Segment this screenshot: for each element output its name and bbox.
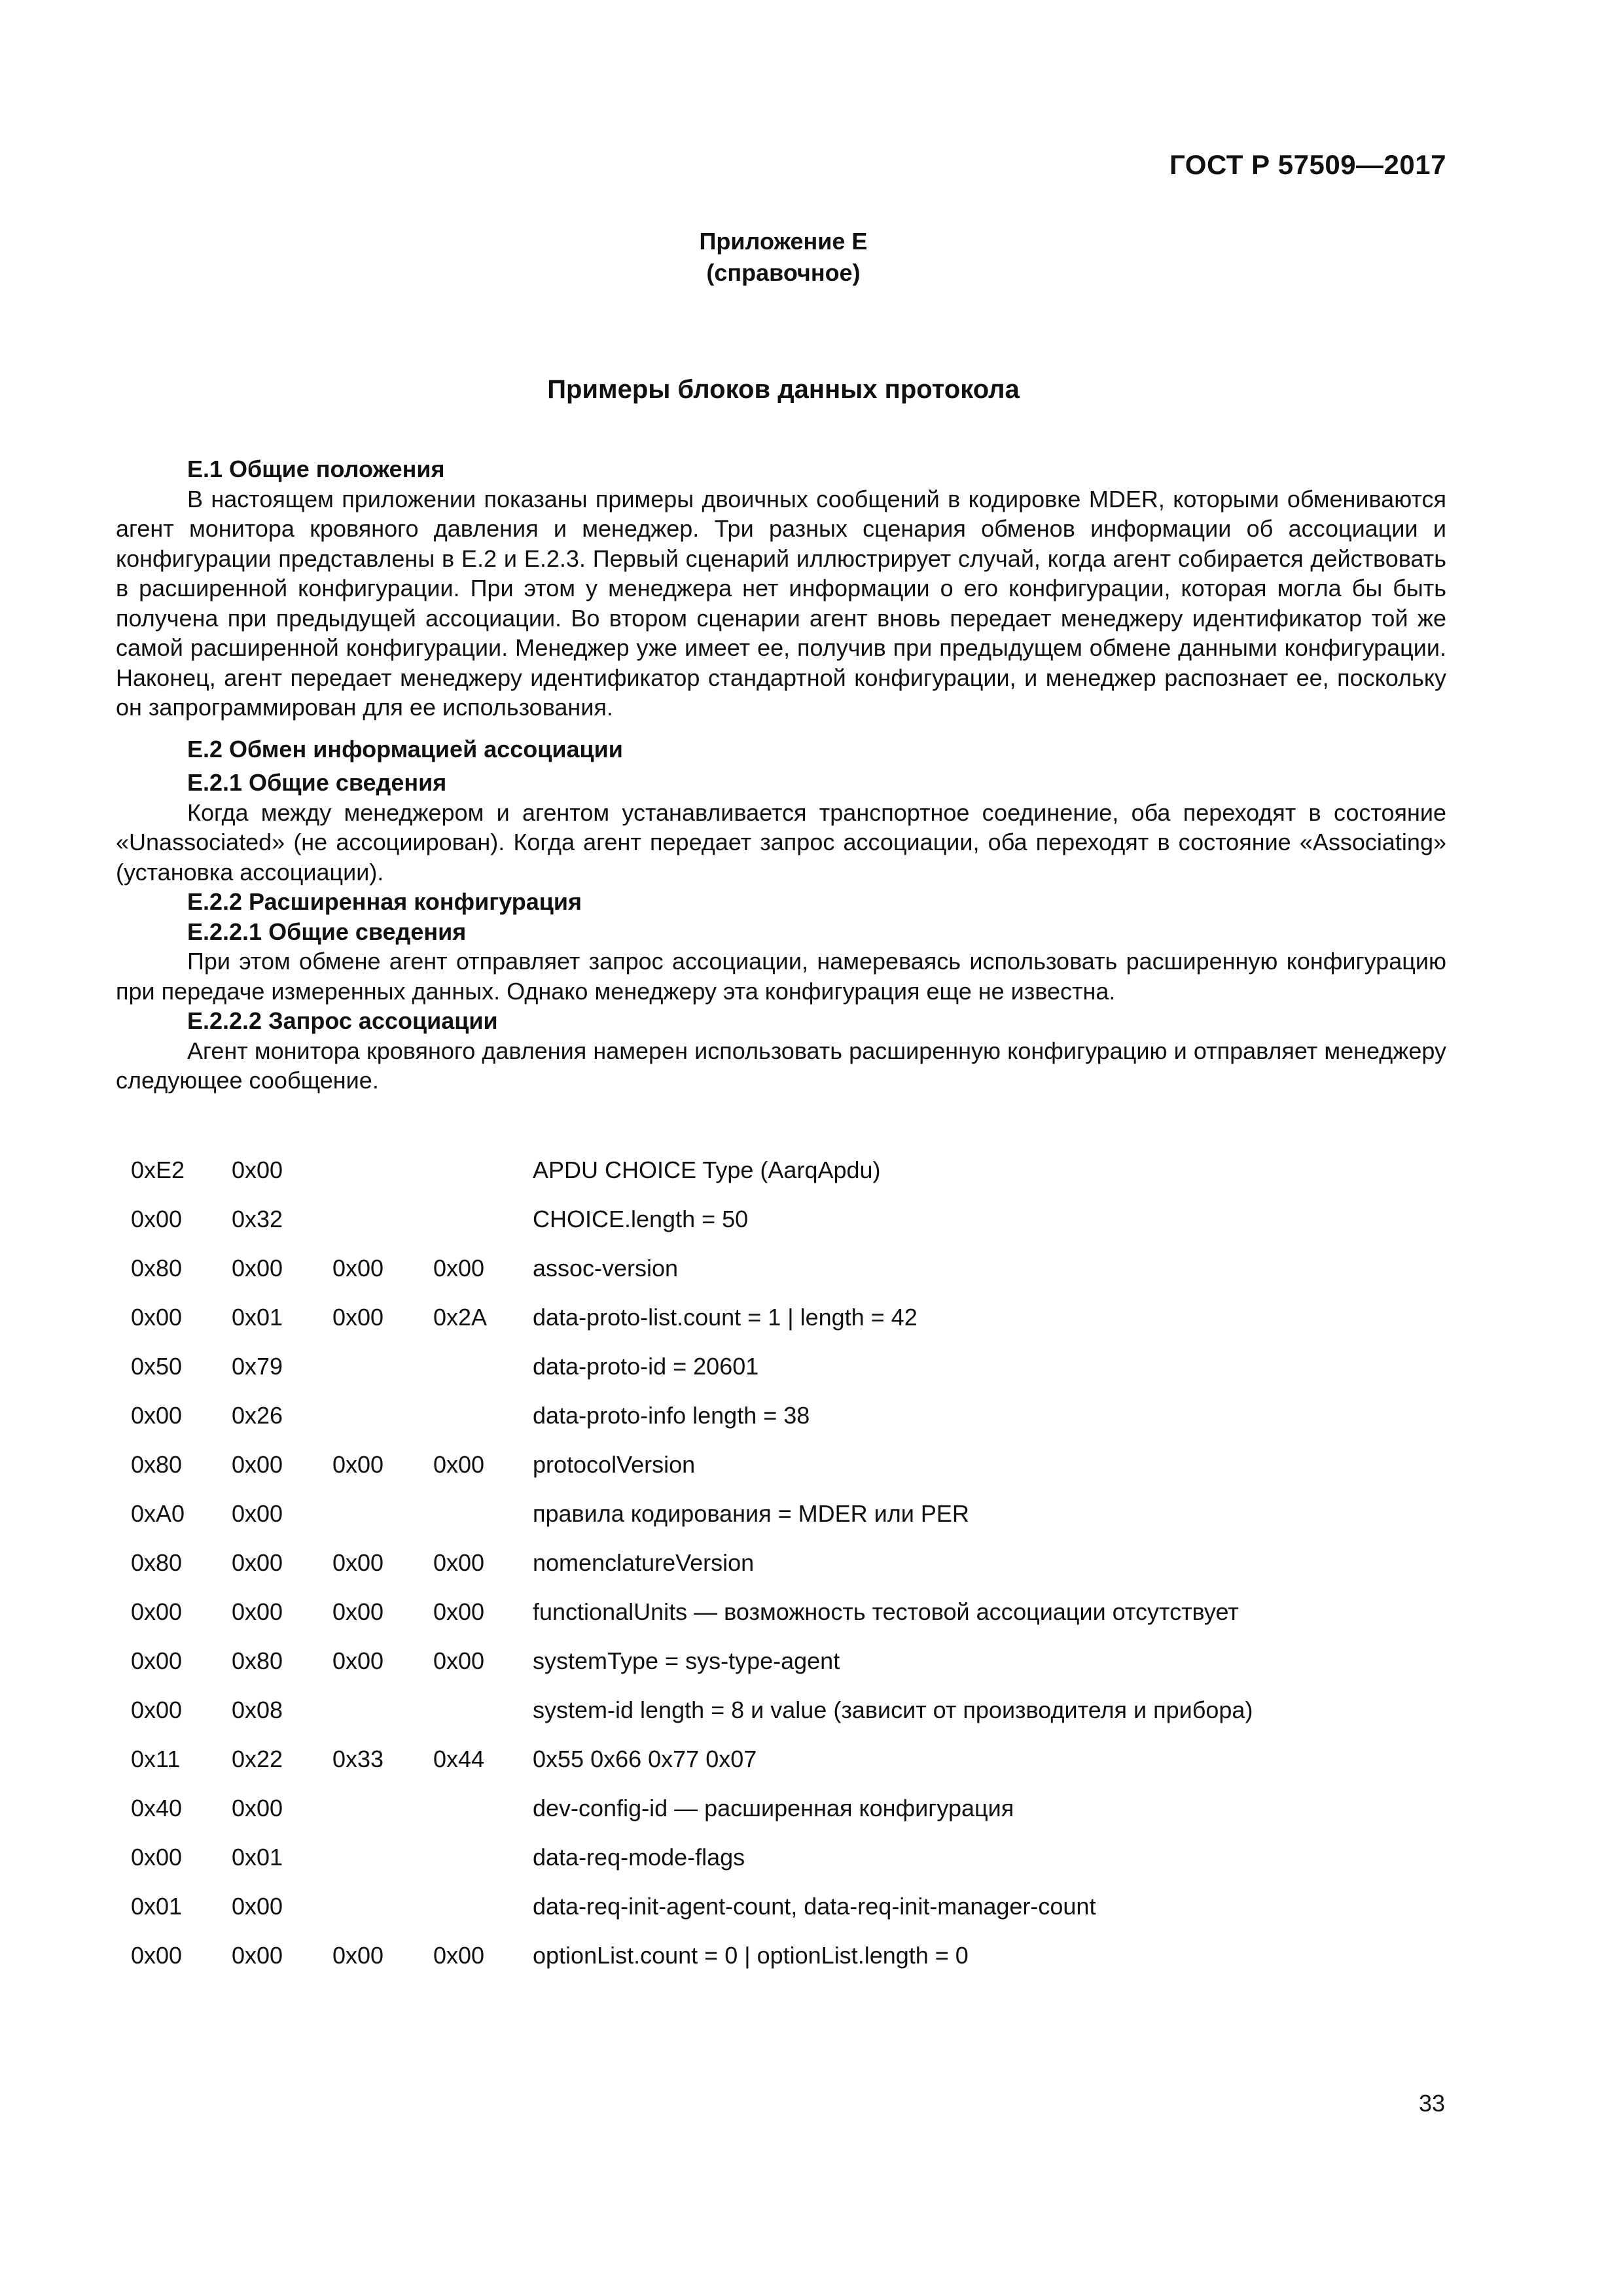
table-row xyxy=(116,1440,1253,1489)
body-text xyxy=(116,454,1446,1096)
field-description: nomenclatureVersion xyxy=(533,1549,755,1576)
byte-cell: 0x00 xyxy=(232,1598,283,1625)
field-description: правила кодирования = MDER или PER xyxy=(533,1499,969,1527)
byte-cell: 0x00 xyxy=(332,1941,384,1969)
byte-cell: 0x00 xyxy=(433,1549,485,1576)
byte-cell: 0x00 xyxy=(232,1254,283,1282)
byte-cell: 0x08 xyxy=(232,1696,283,1723)
byte-cell xyxy=(433,1194,533,1244)
byte-cell: 0x00 xyxy=(232,1892,283,1920)
byte-cell: 0x50 xyxy=(131,1352,183,1380)
byte-cell: 0x00 xyxy=(131,1941,183,1969)
field-description: data-proto-id = 20601 xyxy=(533,1352,759,1380)
byte-cell: 0x01 xyxy=(232,1303,283,1331)
section-heading: Е.2.2.1 Общие сведения xyxy=(187,918,467,945)
table-row xyxy=(116,1293,1253,1342)
table-row xyxy=(116,1489,1253,1538)
apdu-message-table xyxy=(116,1145,1253,1980)
byte-cell: 0x11 xyxy=(131,1745,181,1772)
field-description: assoc-version xyxy=(533,1254,679,1282)
table-row xyxy=(116,1784,1253,1833)
byte-cell: 0x00 xyxy=(131,1843,183,1871)
byte-cell xyxy=(332,1342,433,1391)
byte-cell: 0x00 xyxy=(131,1303,183,1331)
byte-cell xyxy=(332,1784,433,1833)
table-row xyxy=(116,1734,1253,1784)
field-description: data-req-init-agent-count, data-req-init-manager-count xyxy=(533,1892,1096,1920)
byte-cell: 0x32 xyxy=(232,1205,283,1232)
byte-cell: 0x00 xyxy=(232,1499,283,1527)
byte-cell xyxy=(332,1145,433,1194)
byte-cell: 0x80 xyxy=(131,1254,183,1282)
byte-cell xyxy=(433,1685,533,1734)
paragraph: При этом обмене агент отправляет запрос ассоциации, намереваясь использовать расширенную конфигурацию при передаче измеренных данных. Однако менеджеру эта конфигурация еще не известна. xyxy=(116,948,1446,1005)
byte-cell: 0x26 xyxy=(232,1401,283,1429)
byte-cell xyxy=(433,1342,533,1391)
byte-cell xyxy=(332,1194,433,1244)
byte-cell xyxy=(332,1391,433,1440)
byte-cell: 0x00 xyxy=(433,1450,485,1478)
appendix-status: (справочное) xyxy=(706,259,861,286)
byte-cell xyxy=(433,1489,533,1538)
page-number: 33 xyxy=(1418,2090,1445,2117)
document-code: ГОСТ Р 57509—2017 xyxy=(1169,149,1446,180)
byte-cell: 0x00 xyxy=(332,1598,384,1625)
section-heading: Е.2.1 Общие сведения xyxy=(187,769,447,796)
field-description: APDU CHOICE Type (AarqApdu) xyxy=(533,1156,881,1183)
page-title: Примеры блоков данных протокола xyxy=(547,375,1020,404)
table-row xyxy=(116,1538,1253,1587)
field-description: system-id length = 8 и value (зависит от производителя и прибора) xyxy=(533,1696,1253,1723)
byte-cell: 0x00 xyxy=(433,1598,485,1625)
byte-cell: 0x00 xyxy=(433,1941,485,1969)
byte-cell: 0x33 xyxy=(332,1745,384,1772)
appendix-title: Приложение Е xyxy=(699,228,868,255)
field-description: data-proto-list.count = 1 | length = 42 xyxy=(533,1303,918,1331)
byte-cell: 0x01 xyxy=(131,1892,183,1920)
table-row xyxy=(116,1931,1253,1980)
field-description: data-proto-info length = 38 xyxy=(533,1401,810,1429)
byte-cell: 0x80 xyxy=(131,1450,183,1478)
byte-cell: 0x00 xyxy=(131,1598,183,1625)
byte-cell: 0x00 xyxy=(131,1647,183,1674)
byte-cell: 0x00 xyxy=(433,1254,485,1282)
table-row xyxy=(116,1244,1253,1293)
byte-cell: 0x00 xyxy=(232,1941,283,1969)
field-description: systemType = sys-type-agent xyxy=(533,1647,840,1674)
byte-cell: 0x44 xyxy=(433,1745,485,1772)
byte-cell xyxy=(332,1882,433,1931)
byte-cell: 0x80 xyxy=(232,1647,283,1674)
table-row xyxy=(116,1391,1253,1440)
byte-cell: 0x00 xyxy=(433,1647,485,1674)
byte-cell xyxy=(433,1145,533,1194)
paragraph: В настоящем приложении показаны примеры двоичных сообщений в кодировке MDER, которыми обмениваются агент монитора кровяного давления и менеджер. Три разных сценария обменов информации об ассоциации и конфигурации представлены в Е.2 и Е.2.3. Первый сценарий иллюстрирует случай, когда агент собирается действовать в расширенной конфигурации. При этом у менеджера нет информации о его конфигурации, которая могла бы быть получена при предыдущей ассоциации. Во втором сценарии агент вновь передает менеджеру идентификатор той же самой расширенной конфигурации. Менеджер уже имеет ее, получив при предыдущем обмене данными конфигурации. Наконец, агент передает менеджеру идентификатор стандартной конфигурации, и менеджер распознает ее, поскольку он запрограммирован для ее использования. xyxy=(116,485,1446,721)
byte-cell: 0x00 xyxy=(332,1549,384,1576)
table-row xyxy=(116,1587,1253,1636)
byte-cell: 0x00 xyxy=(131,1401,183,1429)
byte-cell: 0xA0 xyxy=(131,1499,185,1527)
table-row xyxy=(116,1882,1253,1931)
table-row xyxy=(116,1194,1253,1244)
byte-cell: 0x00 xyxy=(332,1254,384,1282)
byte-cell: 0x00 xyxy=(332,1450,384,1478)
section-heading: Е.2 Обмен информацией ассоциации xyxy=(187,735,623,762)
field-description: 0x55 0x66 0x77 0x07 xyxy=(533,1745,757,1772)
byte-cell xyxy=(433,1784,533,1833)
byte-cell: 0x00 xyxy=(332,1303,384,1331)
field-description: data-req-mode-flags xyxy=(533,1843,745,1871)
field-description: protocolVersion xyxy=(533,1450,696,1478)
byte-cell: 0x00 xyxy=(131,1205,183,1232)
table-row xyxy=(116,1342,1253,1391)
byte-cell: 0x01 xyxy=(232,1843,283,1871)
section-heading: Е.1 Общие положения xyxy=(187,456,445,482)
byte-cell: 0x00 xyxy=(232,1549,283,1576)
byte-cell: 0x00 xyxy=(332,1647,384,1674)
table-row xyxy=(116,1636,1253,1685)
appendix-heading xyxy=(0,226,1567,289)
byte-cell: 0x00 xyxy=(131,1696,183,1723)
byte-cell: 0x2A xyxy=(433,1303,488,1331)
section-heading: Е.2.2 Расширенная конфигурация xyxy=(187,888,582,915)
byte-cell: 0x79 xyxy=(232,1352,283,1380)
table-row xyxy=(116,1833,1253,1882)
section-heading: Е.2.2.2 Запрос ассоциации xyxy=(187,1007,498,1034)
byte-cell: 0x00 xyxy=(232,1794,283,1821)
byte-cell xyxy=(433,1833,533,1882)
field-description: functionalUnits — возможность тестовой ассоциации отсутствует xyxy=(533,1598,1239,1625)
paragraph: Агент монитора кровяного давления намерен использовать расширенную конфигурацию и отправляет менеджеру следующее сообщение. xyxy=(116,1037,1446,1094)
byte-cell: 0x00 xyxy=(232,1450,283,1478)
byte-cell xyxy=(332,1685,433,1734)
field-description: CHOICE.length = 50 xyxy=(533,1205,749,1232)
field-description: dev-config-id — расширенная конфигурация xyxy=(533,1794,1014,1821)
byte-cell xyxy=(433,1391,533,1440)
byte-cell: 0x40 xyxy=(131,1794,183,1821)
byte-cell: 0x00 xyxy=(232,1156,283,1183)
byte-cell: 0x22 xyxy=(232,1745,283,1772)
byte-cell: 0x80 xyxy=(131,1549,183,1576)
table-row xyxy=(116,1685,1253,1734)
field-description: optionList.count = 0 | optionList.length = 0 xyxy=(533,1941,969,1969)
table-row xyxy=(116,1145,1253,1194)
byte-cell: 0xE2 xyxy=(131,1156,185,1183)
paragraph: Когда между менеджером и агентом устанавливается транспортное соединение, оба переходят в состояние «Unassociated» (не ассоциирован). Когда агент передает запрос ассоциации, оба переходят в состояние «Associating» (установка ассоциации). xyxy=(116,798,1446,886)
byte-cell xyxy=(332,1833,433,1882)
byte-cell xyxy=(332,1489,433,1538)
byte-cell xyxy=(433,1882,533,1931)
